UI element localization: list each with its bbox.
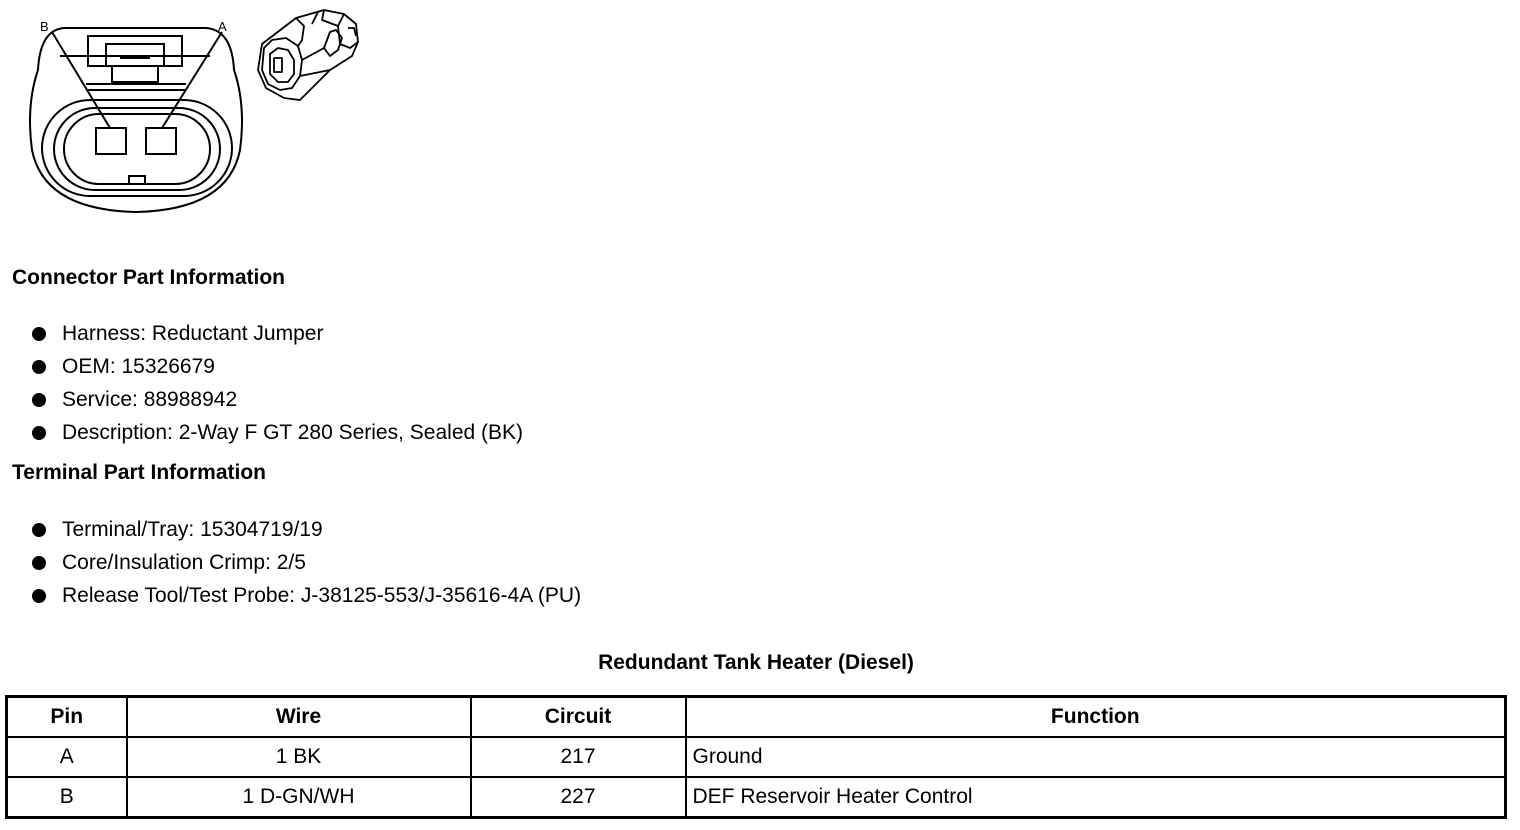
list-item [28, 416, 523, 449]
list-item [28, 383, 523, 416]
bullet-icon [32, 360, 46, 374]
bullet-icon [32, 556, 46, 570]
header-wire: Wire [127, 697, 471, 738]
table-title: Redundant Tank Heater (Diesel) [598, 651, 914, 674]
bullet-icon [32, 393, 46, 407]
table-row [7, 737, 1506, 777]
list-item [28, 350, 523, 383]
pinout-table [5, 695, 1507, 819]
list-item [28, 546, 581, 579]
cell-pin: B [7, 777, 127, 818]
connector-part-info-list [28, 317, 523, 449]
oem-text: OEM: 15326679 [62, 355, 215, 378]
list-item [28, 513, 581, 546]
crimp-text: Core/Insulation Crimp: 2/5 [62, 551, 306, 574]
service-text: Service: 88988942 [62, 388, 238, 411]
header-function: Function [686, 697, 1506, 738]
connector-part-info-title: Connector Part Information [12, 266, 286, 289]
pin-b-label: B [40, 19, 49, 34]
header-pin: Pin [7, 697, 127, 738]
cell-function: DEF Reservoir Heater Control [686, 777, 1506, 818]
cell-wire: 1 BK [127, 737, 471, 777]
connector-isometric-view [252, 4, 368, 106]
cell-circuit: 227 [471, 777, 686, 818]
cell-pin: A [7, 737, 127, 777]
header-circuit: Circuit [471, 697, 686, 738]
list-item [28, 317, 523, 350]
pin-a-label: A [218, 19, 227, 34]
terminal-tray-text: Terminal/Tray: 15304719/19 [62, 518, 323, 541]
cell-function: Ground [686, 737, 1506, 777]
bullet-icon [32, 523, 46, 537]
bullet-icon [32, 327, 46, 341]
release-tool-text: Release Tool/Test Probe: J-38125-553/J-35616-4A (PU) [62, 584, 582, 607]
terminal-part-info-list [28, 513, 581, 612]
connector-face-diagram [26, 10, 248, 216]
list-item [28, 579, 581, 612]
table-row [7, 777, 1506, 818]
bullet-icon [32, 426, 46, 440]
cell-circuit: 217 [471, 737, 686, 777]
description-text: Description: 2-Way F GT 280 Series, Sealed (BK) [62, 421, 524, 444]
harness-text: Harness: Reductant Jumper [62, 322, 324, 345]
table-header-row [7, 697, 1506, 738]
terminal-part-info-title: Terminal Part Information [12, 461, 266, 484]
cell-wire: 1 D-GN/WH [127, 777, 471, 818]
bullet-icon [32, 589, 46, 603]
